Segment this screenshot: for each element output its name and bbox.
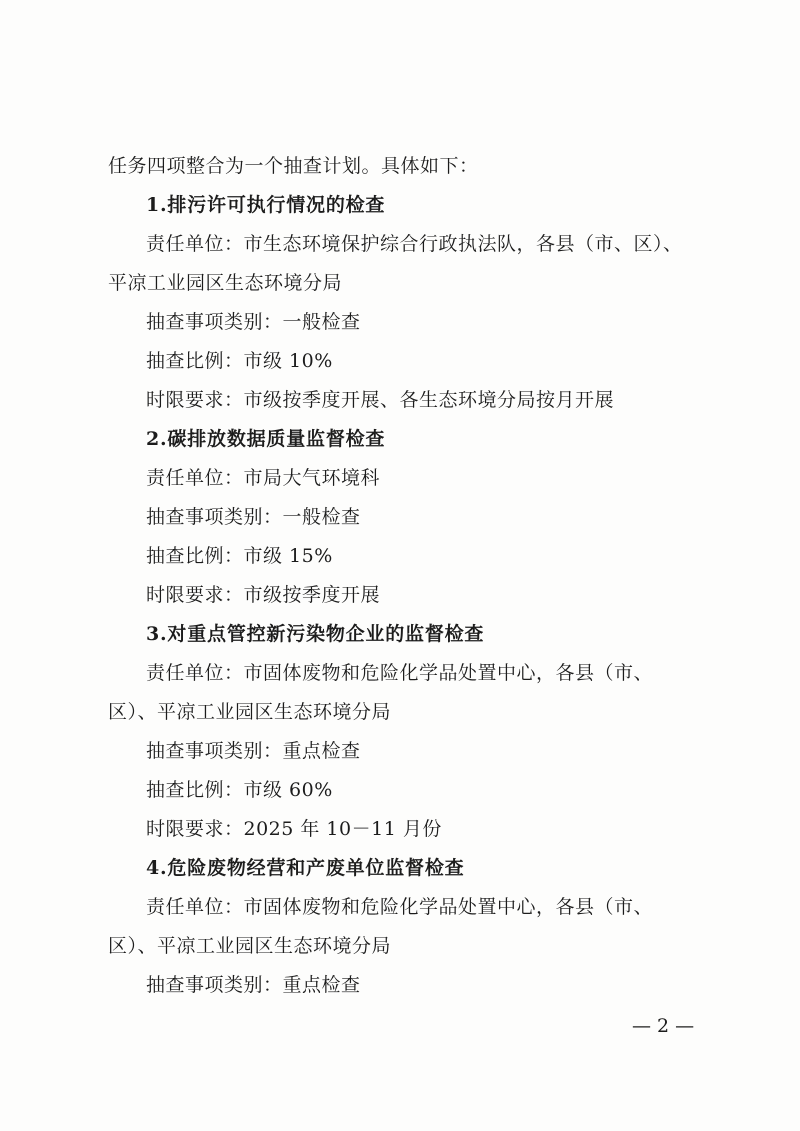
responsible-unit-2: 责任单位：市局大气环境科 — [146, 467, 381, 489]
section-heading-4: 4.危险废物经营和产废单位监督检查 — [146, 857, 465, 879]
responsible-unit-3-cont: 区）、平凉工业园区生态环境分局 — [108, 701, 392, 723]
responsible-unit-3: 责任单位：市固体废物和危险化学品处置中心，各县（市、 — [146, 662, 654, 684]
section-heading-2: 2.碳排放数据质量监督检查 — [146, 428, 386, 450]
body-text-line: 任务四项整合为一个抽查计划。具体如下： — [108, 155, 479, 177]
responsible-unit-4: 责任单位：市固体废物和危险化学品处置中心，各县（市、 — [146, 896, 654, 918]
time-requirement-2: 时限要求：市级按季度开展 — [146, 584, 381, 606]
inspection-category-2: 抽查事项类别：一般检查 — [146, 506, 361, 528]
time-requirement-3: 时限要求：2025 年 10－11 月份 — [146, 818, 442, 840]
section-heading-1: 1.排污许可执行情况的检查 — [146, 194, 386, 216]
responsible-unit-1-cont: 平凉工业园区生态环境分局 — [108, 272, 343, 294]
inspection-ratio-1: 抽查比例：市级 10% — [146, 350, 333, 372]
page-number: — 2 — — [632, 1015, 695, 1037]
inspection-category-3: 抽查事项类别：重点检查 — [146, 740, 361, 762]
inspection-category-4: 抽查事项类别：重点检查 — [146, 974, 361, 996]
section-heading-3: 3.对重点管控新污染物企业的监督检查 — [146, 623, 485, 645]
inspection-ratio-2: 抽查比例：市级 15% — [146, 545, 333, 567]
responsible-unit-1: 责任单位：市生态环境保护综合行政执法队，各县（市、区）、 — [146, 233, 683, 255]
time-requirement-1: 时限要求：市级按季度开展、各生态环境分局按月开展 — [146, 389, 615, 411]
responsible-unit-4-cont: 区）、平凉工业园区生态环境分局 — [108, 935, 392, 957]
inspection-ratio-3: 抽查比例：市级 60% — [146, 779, 333, 801]
inspection-category-1: 抽查事项类别：一般检查 — [146, 311, 361, 333]
